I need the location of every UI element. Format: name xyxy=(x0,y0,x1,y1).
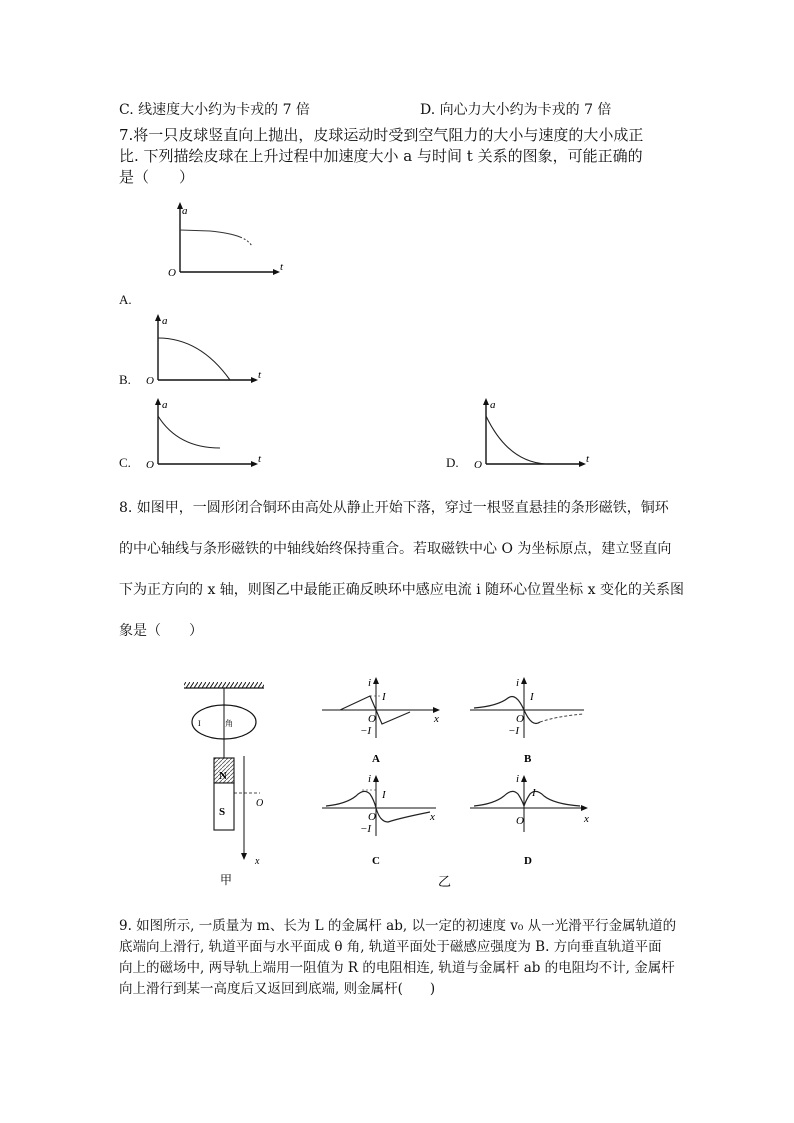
q7c-y-label: a xyxy=(162,399,168,411)
q7-stem-line2: 比. 下列描绘皮球在上升过程中加速度大小 a 与时间 t 关系的图象，可能正确的 xyxy=(119,147,643,165)
svg-text:角: 角 xyxy=(225,719,233,728)
q7-graph-a xyxy=(160,200,295,280)
q7d-origin: O xyxy=(474,459,482,471)
q8-stem-line1: 8. 如图甲，一圆形闭合铜环由高处从静止开始下落，穿过一根竖直悬挂的条形磁铁，铜环 xyxy=(119,500,669,516)
q7a-x-label: t xyxy=(280,261,284,273)
q8-jia-origin: O xyxy=(256,798,264,809)
svg-text:O: O xyxy=(516,815,524,827)
q8-fig-yi-label: 乙 xyxy=(438,874,452,889)
svg-text:−I: −I xyxy=(360,725,372,737)
q7-option-c-label: C. xyxy=(119,455,131,470)
svg-text:O: O xyxy=(368,713,376,725)
svg-text:I: I xyxy=(382,691,386,703)
q7-option-b-label: B. xyxy=(119,372,131,387)
svg-text:D: D xyxy=(524,855,532,867)
svg-text:x: x xyxy=(584,813,589,825)
svg-text:−I: −I xyxy=(508,725,520,737)
q8-figure-jia xyxy=(178,676,288,891)
q7-stem-line3: 是（ ） xyxy=(119,168,195,186)
q9-stem-line3: 向上的磁场中, 两导轨上端用一阻值为 R 的电阻相连, 轨道与金属杆 ab 的电阻均不计, 金属杆 xyxy=(119,960,675,976)
q7-graph-c xyxy=(138,396,273,471)
q9-stem-line2: 底端向上滑行, 轨道平面与水平面成 θ 角, 轨道平面处于磁感应强度为 B. 方向垂直轨道平面 xyxy=(119,939,662,955)
q6-option-c: C. 线速度大小约为卡戎的 7 倍 xyxy=(119,102,310,118)
magnet-s-label: S xyxy=(219,806,226,818)
q7-graph-d xyxy=(466,396,601,471)
q7d-x-label: t xyxy=(586,453,590,465)
svg-text:i: i xyxy=(368,773,372,785)
svg-text:x: x xyxy=(434,713,439,725)
svg-text:I: I xyxy=(198,719,201,728)
svg-text:O: O xyxy=(368,811,376,823)
svg-text:O: O xyxy=(516,713,524,725)
q9-stem-line4: 向上滑行到某一高度后又返回到底端, 则金属杆( ) xyxy=(119,981,436,997)
q8-stem-line3: 下为正方向的 x 轴，则图乙中最能正确反映环中感应电流 i 随环心位置坐标 x 变化的关系图 xyxy=(119,582,684,598)
q8-graph-d xyxy=(470,773,589,867)
q7c-x-label: t xyxy=(258,453,262,465)
q7b-origin: O xyxy=(146,375,154,387)
q7a-origin: O xyxy=(168,267,176,279)
svg-text:A: A xyxy=(372,753,380,765)
q7-graph-b xyxy=(138,312,273,387)
q7b-y-label: a xyxy=(162,315,168,327)
q7-option-a-label: A. xyxy=(119,292,132,307)
q8-jia-x-label: x xyxy=(255,856,260,867)
q8-graph-c xyxy=(322,773,436,867)
svg-text:I: I xyxy=(532,787,536,799)
svg-text:i: i xyxy=(516,773,520,785)
q8-fig-jia-label: 甲 xyxy=(220,873,233,887)
svg-text:−I: −I xyxy=(360,823,372,835)
q8-stem-line2: 的中心轴线与条形磁铁的中轴线始终保持重合。若取磁铁中心 O 为坐标原点，建立竖直向 xyxy=(119,541,672,557)
svg-text:i: i xyxy=(368,677,372,689)
q9-stem-line1: 9. 如图所示, 一质量为 m、长为 L 的金属杆 ab, 以一定的初速度 v₀ 从一光滑平行金属轨道的 xyxy=(119,918,677,934)
svg-text:C: C xyxy=(372,855,380,867)
q8-stem-line4: 象是（ ） xyxy=(119,623,203,639)
magnet-n-label: N xyxy=(219,770,227,782)
q8-figure-yi xyxy=(318,672,608,892)
q7-option-d-label: D. xyxy=(446,455,459,470)
q7-stem-line1: 7.将一只皮球竖直向上抛出，皮球运动时受到空气阻力的大小与速度的大小成正 xyxy=(119,126,644,144)
q8-graph-a xyxy=(322,677,440,765)
svg-text:B: B xyxy=(524,753,532,765)
q7c-origin: O xyxy=(146,459,154,471)
q7b-x-label: t xyxy=(258,369,262,381)
svg-text:x: x xyxy=(430,811,435,823)
q7a-y-label: a xyxy=(182,205,188,217)
q7d-y-label: a xyxy=(490,399,496,411)
svg-text:i: i xyxy=(516,677,520,689)
q6-option-d: D. 向心力大小约为卡戎的 7 倍 xyxy=(420,102,612,118)
svg-text:I: I xyxy=(530,691,534,703)
q8-graph-b xyxy=(470,677,584,765)
svg-text:I: I xyxy=(382,789,386,801)
